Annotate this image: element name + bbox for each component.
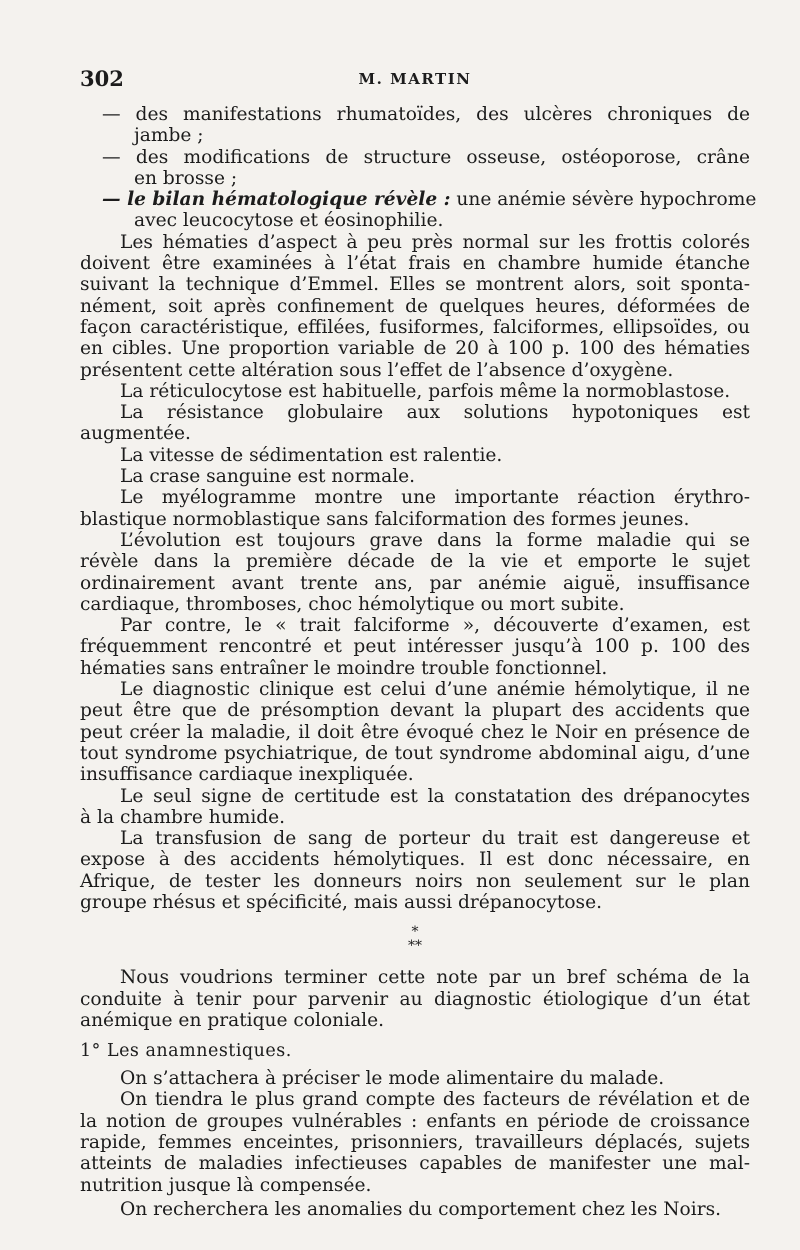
asterism-top: * xyxy=(411,924,419,941)
text-line: ordinairement avant trente ans, par anémie aiguë, insuffisance xyxy=(80,572,750,594)
paragraph-trait-falciforme xyxy=(80,615,750,679)
paragraph-myelogramme xyxy=(80,487,750,530)
text-line: La transfusion de sang de porteur du trait est dangereuse et xyxy=(120,828,750,850)
text-line: Le diagnostic clinique est celui d’une anémie hémolytique, il ne xyxy=(120,679,750,701)
page-header xyxy=(80,58,750,98)
text-line: nutrition jusque là compensée. xyxy=(80,1174,372,1196)
asterism-bottom: ** xyxy=(408,938,422,955)
text-line: hématies sans entraîner le moindre trouble fonctionnel. xyxy=(80,657,608,679)
text-line: conduite à tenir pour parvenir au diagnostic étiologique d’un état xyxy=(80,988,750,1010)
text-line: Le myélogramme montre une importante réaction érythro- xyxy=(120,487,750,509)
paragraph-facteurs xyxy=(80,1089,750,1195)
bilan-italic-phrase: — le bilan hématologique révèle : xyxy=(102,189,451,211)
text-line: atteints de maladies infectieuses capables de manifester une mal- xyxy=(80,1153,750,1175)
list-item-bilan xyxy=(80,189,757,211)
text-line: Les hématies d’aspect à peu près normal sur les frottis colorés xyxy=(120,231,750,253)
paragraph-comportement: On recherchera les anomalies du comportement chez les Noirs. xyxy=(120,1198,722,1220)
text-line: La résistance globulaire aux solutions hypotoniques est xyxy=(120,402,750,424)
paragraph-evolution xyxy=(80,530,750,615)
asterism-ornament xyxy=(80,925,750,953)
text-line: doivent être examinées à l’état frais en chambre humide étanche xyxy=(80,253,750,275)
text-line: présentent cette altération sous l’effet de l’absence d’oxygène. xyxy=(80,359,674,381)
text-line: Par contre, le « trait falciforme », découverte d’examen, est xyxy=(120,615,750,637)
bilan-rest: une anémie sévère hypochrome xyxy=(450,189,757,211)
page-number: 302 xyxy=(80,66,124,91)
text-line: Afrique, de tester les donneurs noirs non seulement sur le plan xyxy=(80,870,750,892)
paragraph-sedimentation: La vitesse de sédimentation est ralentie. xyxy=(120,444,503,466)
paragraph-crase: La crase sanguine est normale. xyxy=(120,466,416,488)
text-line: révèle dans la première décade de la vie et emporte le sujet xyxy=(80,551,750,573)
text-line: groupe rhésus et spécificité, mais aussi drépanocytose. xyxy=(80,891,602,913)
text-line: la notion de groupes vulnérables : enfants en période de croissance xyxy=(80,1110,750,1132)
text-line: en cibles. Une proportion variable de 20 à 100 p. 100 des hématies xyxy=(80,338,750,360)
paragraph-alimentaire: On s’attachera à préciser le mode alimentaire du malade. xyxy=(120,1068,665,1090)
list-item-bilan-cont: avec leucocytose et éosinophilie. xyxy=(134,210,444,232)
paragraph-conclusion xyxy=(80,967,750,1031)
text-line: insuffisance cardiaque inexpliquée. xyxy=(80,764,414,786)
text-line: Nous voudrions terminer cette note par un bref schéma de la xyxy=(120,967,750,989)
paragraph-reticulocytose: La réticulocytose est habituelle, parfois même la normoblastose. xyxy=(120,380,731,402)
text-line: façon caractéristique, effilées, fusiformes, falciformes, ellipsoïdes, ou xyxy=(80,316,750,338)
running-head: M. MARTIN xyxy=(358,70,472,88)
text-line: blastique normoblastique sans falciformation des formes jeunes. xyxy=(80,508,690,530)
text-line: suivant la technique d’Emmel. Elles se montrent alors, soit sponta- xyxy=(80,274,750,296)
paragraph-transfusion xyxy=(80,828,750,913)
text-line: tout syndrome psychiatrique, de tout syndrome abdominal aigu, d’une xyxy=(80,742,750,764)
paragraph-hematies xyxy=(80,232,750,381)
list-item-rhumatoides-cont: jambe ; xyxy=(134,125,204,147)
text-line: expose à des accidents hémolytiques. Il est donc nécessaire, en xyxy=(80,849,750,871)
text-line: nément, soit après confinement de quelques heures, déformées de xyxy=(80,295,750,317)
text-line: augmentée. xyxy=(80,423,191,445)
text-line: fréquemment rencontré et peut intéresser jusqu’à 100 p. 100 des xyxy=(80,636,750,658)
paragraph-diagnostic xyxy=(80,679,750,785)
text-line: peut créer la maladie, il doit être évoqué chez le Noir en présence de xyxy=(80,721,750,743)
paragraph-certitude xyxy=(80,786,750,829)
text-line: peut être que de présomption devant la plupart des accidents que xyxy=(80,700,750,722)
text-line: cardiaque, thromboses, choc hémolytique ou mort subite. xyxy=(80,593,625,615)
list-item-rhumatoides: — des manifestations rhumatoïdes, des ulcères chroniques de xyxy=(102,104,750,125)
text-line: anémique en pratique coloniale. xyxy=(80,1009,385,1031)
list-item-osseuse: — des modifications de structure osseuse, ostéoporose, crâne xyxy=(102,146,750,168)
text-body xyxy=(80,104,757,1220)
text-line: On tiendra le plus grand compte des facteurs de révélation et de xyxy=(120,1089,750,1111)
text-line: Le seul signe de certitude est la constatation des drépanocytes xyxy=(120,785,750,807)
text-line: à la chambre humide. xyxy=(80,806,286,828)
paragraph-resistance xyxy=(80,402,750,445)
section-title: 1° Les anamnestiques. xyxy=(80,1041,292,1062)
text-line: L’évolution est toujours grave dans la forme maladie qui se xyxy=(120,529,750,551)
text-line: rapide, femmes enceintes, prisonniers, travailleurs déplacés, sujets xyxy=(80,1132,750,1154)
list-item-osseuse-cont: en brosse ; xyxy=(134,167,238,189)
